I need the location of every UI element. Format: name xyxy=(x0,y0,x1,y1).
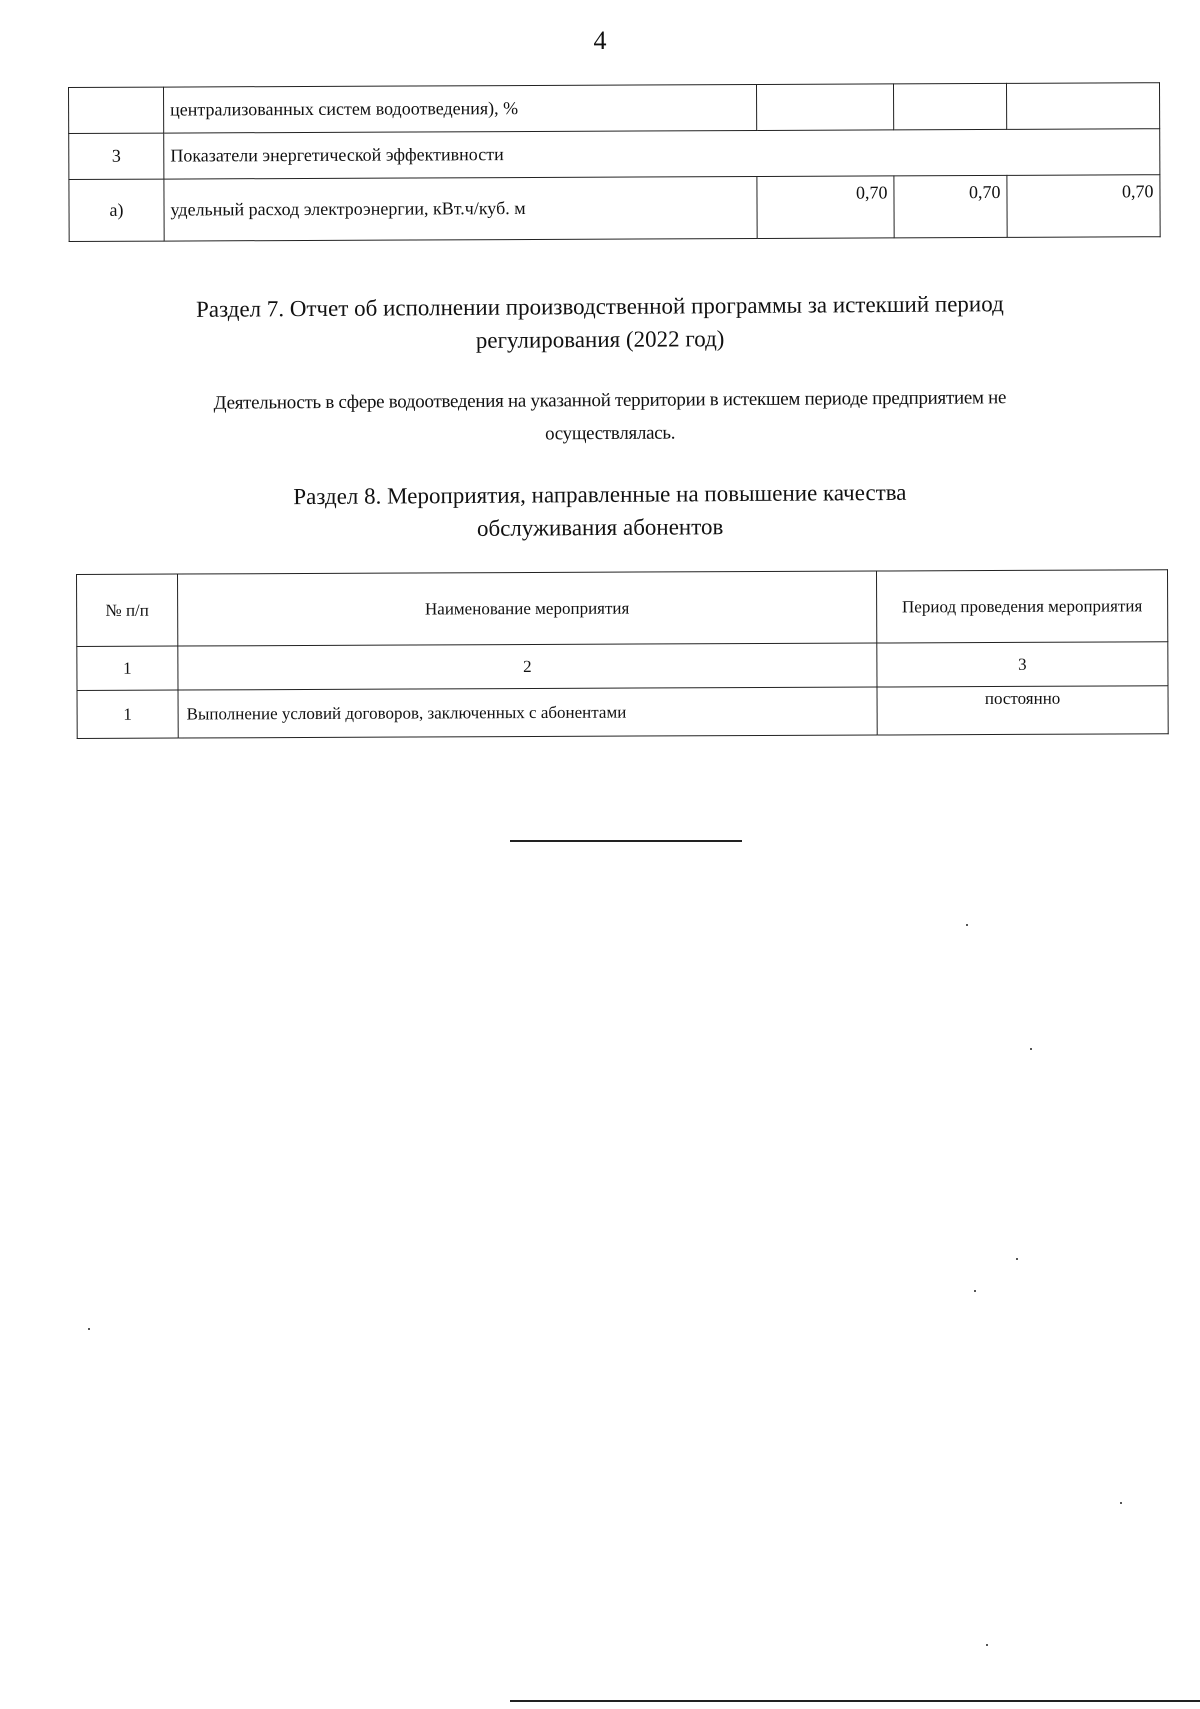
row-value-3 xyxy=(1006,83,1159,130)
row-value-2 xyxy=(893,83,1006,129)
scan-speck xyxy=(1120,1502,1122,1504)
row-number: 1 xyxy=(77,690,178,738)
row-value-3: 0,70 xyxy=(1007,175,1160,238)
measures-table xyxy=(76,569,1169,739)
section-8-heading xyxy=(0,474,1200,548)
section-7-text-line2: осуществлялась. xyxy=(544,422,676,445)
indicators-table xyxy=(68,82,1161,242)
row-number xyxy=(69,87,164,133)
row-period: постоянно xyxy=(877,686,1168,735)
scan-speck xyxy=(966,924,968,926)
header-number: № п/п xyxy=(77,574,178,646)
scan-speck xyxy=(88,1328,90,1330)
header-period: Период проведения мероприятия xyxy=(876,570,1167,643)
table-header-row xyxy=(77,570,1168,647)
section-7-heading xyxy=(0,286,1200,360)
end-rule xyxy=(510,840,742,842)
page-number: 4 xyxy=(593,26,607,55)
section-8-heading-line1: Раздел 8. Мероприятия, направленные на повышение качества xyxy=(293,479,907,510)
header-number-index: 1 xyxy=(77,646,178,690)
scan-speck xyxy=(1030,1048,1032,1050)
header-period-index: 3 xyxy=(877,642,1168,687)
row-name: Выполнение условий договоров, заключенных с абонентами xyxy=(178,687,877,738)
row-name: Показатели энергетической эффективности xyxy=(164,129,1160,179)
table-header-numbers-row xyxy=(77,642,1168,691)
row-name: удельный расход электроэнергии, кВт.ч/куб. м xyxy=(164,176,757,241)
section-7-text-line1: Деятельность в сфере водоотведения на указанной территории в истекшем периоде предприятием не xyxy=(213,387,1007,414)
scan-speck xyxy=(974,1290,976,1292)
table-row xyxy=(69,129,1160,180)
row-value-1: 0,70 xyxy=(757,176,894,239)
row-value-1 xyxy=(756,84,893,131)
scan-speck xyxy=(986,1644,988,1646)
header-name: Наименование мероприятия xyxy=(178,571,877,646)
header-name-index: 2 xyxy=(178,643,877,690)
row-number: а) xyxy=(69,179,164,241)
section-7-heading-line2: регулирования (2022 год) xyxy=(475,326,725,353)
table-row xyxy=(77,686,1168,739)
row-name: централизованных систем водоотведения), % xyxy=(164,84,757,133)
row-number: 3 xyxy=(69,133,164,179)
row-value-2: 0,70 xyxy=(894,175,1007,237)
bottom-rule xyxy=(510,1700,1200,1702)
table-row xyxy=(69,175,1160,242)
section-7-text xyxy=(130,381,1090,454)
section-7-heading-line1: Раздел 7. Отчет об исполнении производственной программы за истекший период xyxy=(195,291,1004,322)
scan-speck xyxy=(1016,1258,1018,1260)
section-8-heading-line2: обслуживания абонентов xyxy=(476,514,724,541)
table-row xyxy=(69,83,1160,134)
